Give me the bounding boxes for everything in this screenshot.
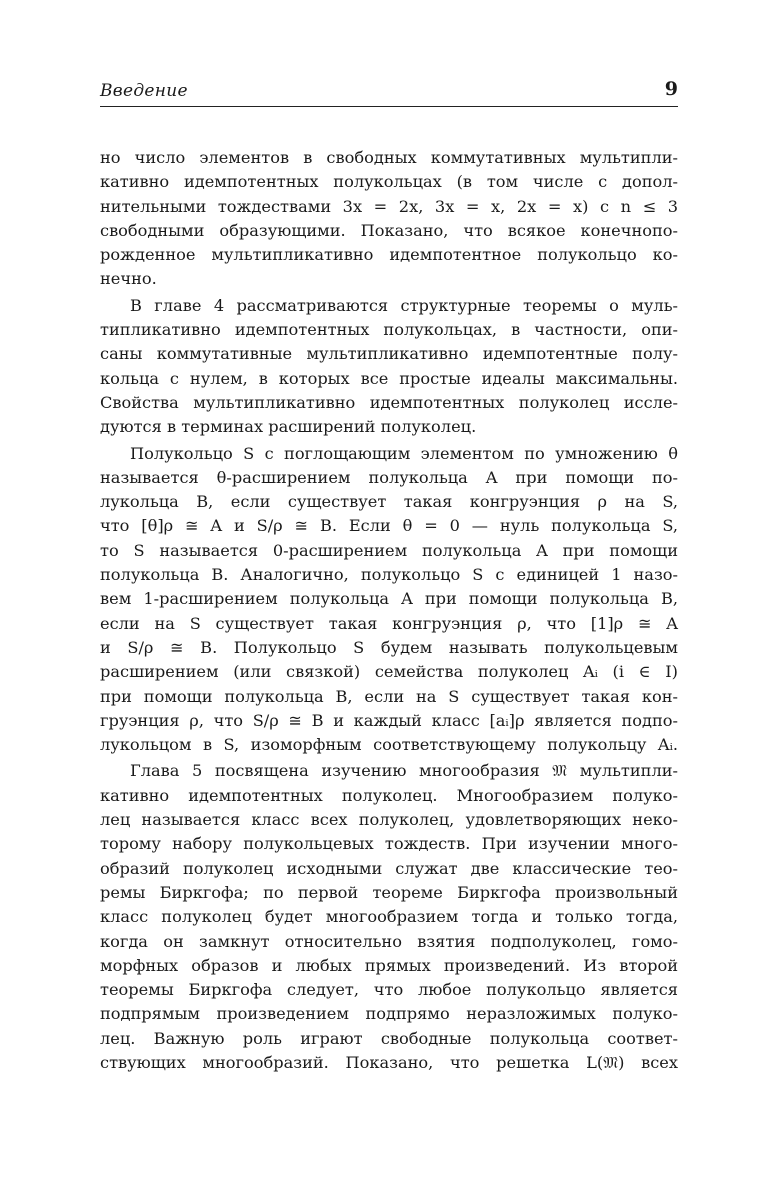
running-header <box>100 78 678 107</box>
paragraph-3 <box>100 442 678 758</box>
text-line: лец называется класс всех полуколец, удовлетворяющих неко- <box>100 810 678 830</box>
paragraph-2 <box>100 294 678 440</box>
text-line: свободными образующими. Показано, что всякое конечнопо- <box>100 220 678 240</box>
running-title: Введение <box>100 81 188 101</box>
text-line: при помощи полукольца B, если на S существует такая кон- <box>100 686 678 706</box>
text-line: морфных образов и любых прямых произведений. Из второй <box>100 955 678 975</box>
text-line: нечно. <box>100 269 157 289</box>
text-line: называется θ-расширением полукольца A при помощи по- <box>100 467 678 487</box>
paragraph-1 <box>100 146 678 292</box>
text-line: кативно идемпотентных полуколец. Многообразием полуко- <box>100 785 678 805</box>
text-line: лукольца B, если существует такая конгруэнция ρ на S, <box>100 492 678 512</box>
text-line: образий полуколец исходными служат две классические тео- <box>100 858 678 878</box>
text-line: кативно идемпотентных полукольцах (в том числе с допол- <box>100 172 678 192</box>
text-line: кольца с нулем, в которых все простые идеалы максимальны. <box>100 368 678 388</box>
text-line: Глава 5 посвящена изучению многообразия 𝔐 мультипли- <box>130 761 678 781</box>
text-line: нительными тождествами 3x = 2x, 3x = x, 2x = x) с n ≤ 3 <box>100 196 678 216</box>
text-line: то S называется 0-расширением полукольца A при помощи <box>100 540 678 560</box>
text-line: что [θ]ρ ≅ A и S/ρ ≅ B. Если θ = 0 — нуль полукольца S, <box>100 516 678 536</box>
text-line: и S/ρ ≅ B. Полукольцо S будем называть полукольцевым <box>100 637 678 657</box>
text-line: лец. Важную роль играют свободные полукольца соответ- <box>100 1028 678 1048</box>
text-line: типликативно идемпотентных полукольцах, в частности, опи- <box>100 320 678 340</box>
text-line: расширением (или связкой) семейства полуколец Aᵢ (i ∈ I) <box>100 662 678 682</box>
text-line: класс полуколец будет многообразием тогда и только тогда, <box>100 907 678 927</box>
text-line: Свойства мультипликативно идемпотентных полуколец иссле- <box>100 392 678 412</box>
body-text <box>100 146 678 1075</box>
text-line: торому набору полукольцевых тождеств. При изучении много- <box>100 834 678 854</box>
text-line: подпрямым произведением подпрямо неразложимых полуко- <box>100 1004 678 1024</box>
text-line: Полукольцо S с поглощающим элементом по умножению θ <box>130 443 678 463</box>
paragraph-4 <box>100 759 678 1075</box>
text-line: теоремы Биркгофа следует, что любое полукольцо является <box>100 980 678 1000</box>
page-number: 9 <box>664 78 678 100</box>
text-line: когда он замкнут относительно взятия подполуколец, гомо- <box>100 931 678 951</box>
text-line: В главе 4 рассматриваются структурные теоремы о муль- <box>130 295 678 315</box>
text-line: полукольца B. Аналогично, полукольцо S с единицей 1 назо- <box>100 565 678 585</box>
text-line: лукольцом в S, изоморфным соответствующему полукольцу Aᵢ. <box>100 735 678 755</box>
text-line: если на S существует такая конгруэнция ρ, что [1]ρ ≅ A <box>100 613 678 633</box>
text-line: ствующих многообразий. Показано, что решетка L(𝔐) всех <box>100 1052 678 1072</box>
text-line: рожденное мультипликативно идемпотентное полукольцо ко- <box>100 245 678 265</box>
text-line: саны коммутативные мультипликативно идемпотентные полу- <box>100 344 678 364</box>
text-line: ремы Биркгофа; по первой теореме Биркгофа произвольный <box>100 882 678 902</box>
text-line: дуются в терминах расширений полуколец. <box>100 417 477 437</box>
text-line: вем 1-расширением полукольца A при помощи полукольца B, <box>100 589 678 609</box>
text-line: но число элементов в свободных коммутативных мультипли- <box>100 148 678 167</box>
text-line: груэнция ρ, что S/ρ ≅ B и каждый класс [aᵢ]ρ является подпо- <box>100 710 678 730</box>
